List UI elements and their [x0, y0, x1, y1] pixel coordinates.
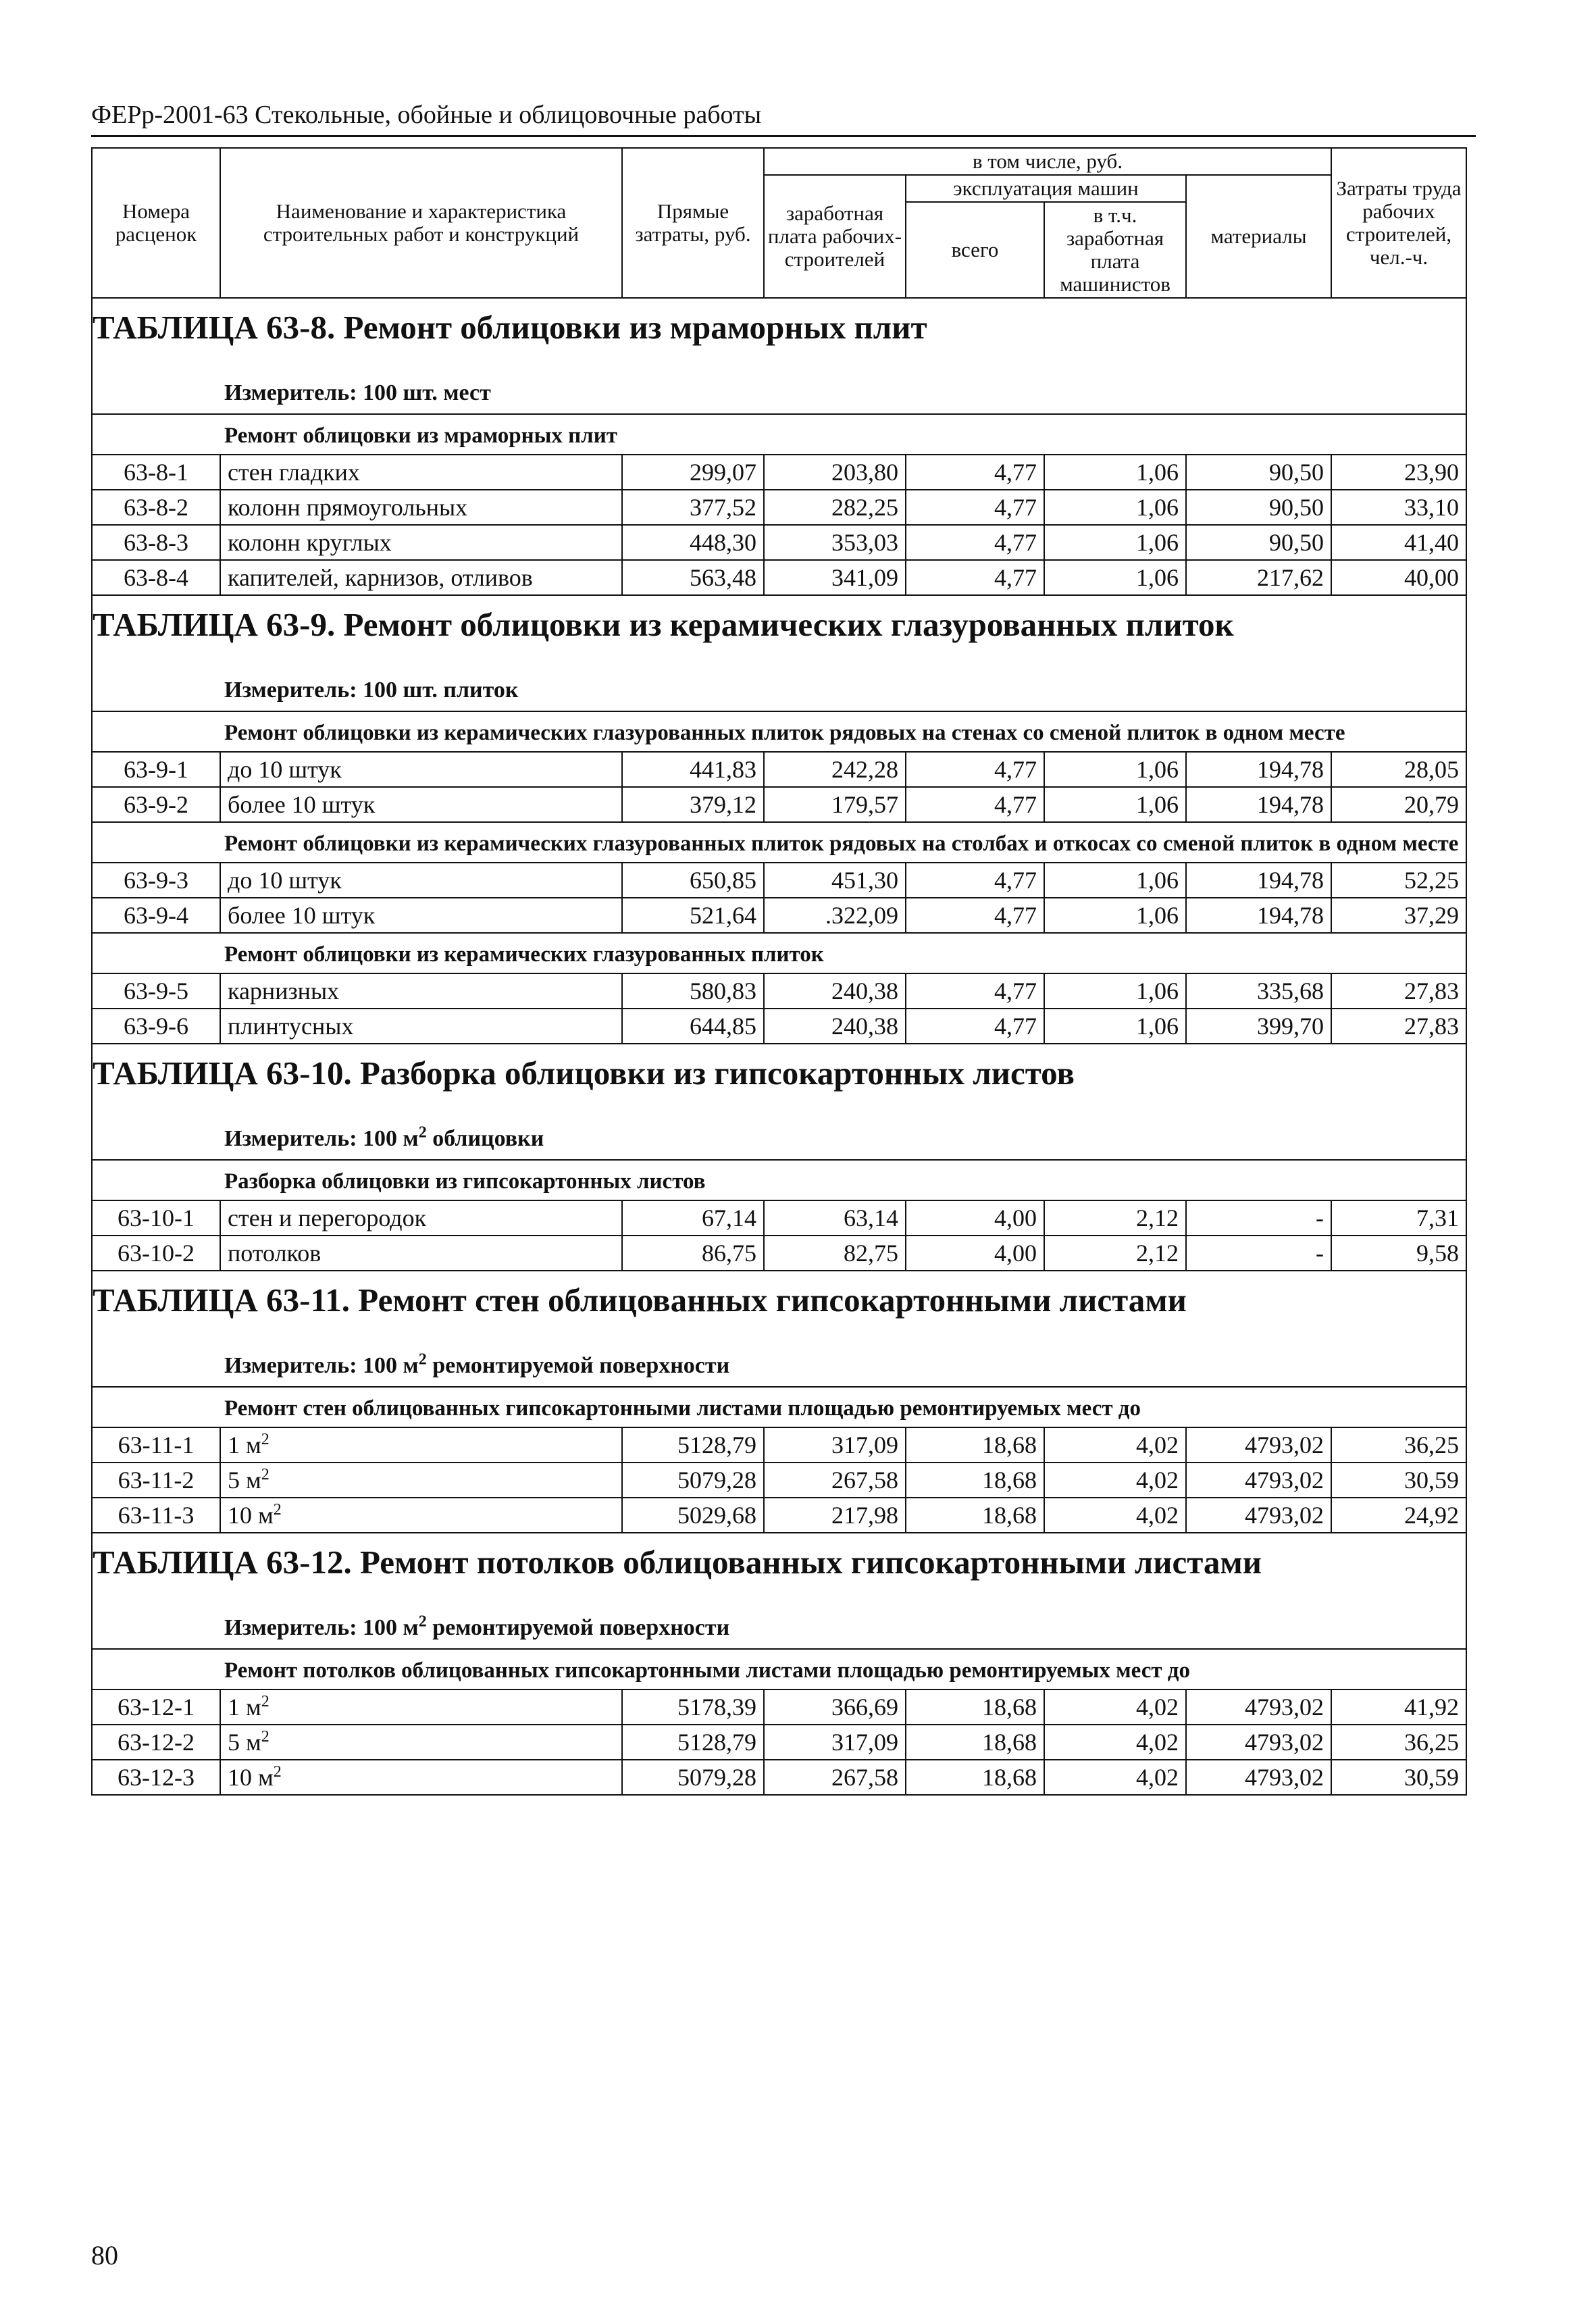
measure-cell [92, 1608, 1466, 1649]
cell-mach: 18,68 [906, 1725, 1044, 1760]
cell-name [220, 1427, 622, 1463]
group-subtitle: Ремонт стен облицованных гипсокартонными листами площадью ремонтируемых мест до [92, 1387, 1466, 1427]
cell-name-text: плинтусных [228, 1013, 354, 1040]
group-subtitle-row [92, 414, 1466, 455]
cell-direct: 521,64 [622, 898, 764, 933]
cell-labor: 7,31 [1331, 1200, 1466, 1236]
cell-materials: 399,70 [1186, 1009, 1331, 1044]
table-row [92, 787, 1466, 822]
cell-mach-wages: 1,06 [1044, 863, 1186, 898]
measure-cell [92, 670, 1466, 711]
col-machines-wages-header: в т.ч. заработная плата машинистов [1044, 202, 1186, 298]
cell-direct: 5178,39 [622, 1689, 764, 1725]
cell-wages: 203,80 [764, 455, 906, 490]
cell-mach-wages: 1,06 [1044, 525, 1186, 560]
cell-materials: 194,78 [1186, 898, 1331, 933]
cell-direct: 563,48 [622, 560, 764, 595]
cell-name [220, 973, 622, 1009]
cell-name-text: колонн прямоугольных [228, 494, 468, 521]
cell-labor: 37,29 [1331, 898, 1466, 933]
col-incl-header: в том числе, руб. [764, 148, 1331, 175]
cell-labor: 30,59 [1331, 1463, 1466, 1498]
cell-mach-wages: 2,12 [1044, 1200, 1186, 1236]
cell-name-text: до 10 штук [228, 756, 342, 783]
cell-materials: 4793,02 [1186, 1427, 1331, 1463]
cell-direct: 86,75 [622, 1236, 764, 1271]
cell-direct: 5079,28 [622, 1463, 764, 1498]
cell-materials: 4793,02 [1186, 1498, 1331, 1533]
cell-direct: 5029,68 [622, 1498, 764, 1533]
cell-name [220, 560, 622, 595]
table-title-row [92, 1044, 1466, 1119]
measure-tail: ремонтируемой поверхности [426, 1615, 730, 1640]
cell-wages: 217,98 [764, 1498, 906, 1533]
measure-tail: ремонтируемой поверхности [426, 1353, 730, 1378]
col-name-header: Наименование и характеристика строительных работ и конструкций [220, 148, 622, 298]
cell-name [220, 525, 622, 560]
cell-name [220, 1200, 622, 1236]
cell-wages: 353,03 [764, 525, 906, 560]
col-direct-header: Прямые затраты, руб. [622, 148, 764, 298]
cell-wages: 317,09 [764, 1427, 906, 1463]
cell-labor: 41,92 [1331, 1689, 1466, 1725]
cell-labor: 52,25 [1331, 863, 1466, 898]
cell-name-sup: 2 [273, 1501, 282, 1519]
cell-code: 63-9-5 [92, 973, 220, 1009]
table-title: ТАБЛИЦА 63-10. Разборка облицовки из гипсокартонных листов [92, 1044, 1466, 1119]
cell-code: 63-8-4 [92, 560, 220, 595]
cell-name-text: более 10 штук [228, 902, 376, 929]
cell-wages: 267,58 [764, 1463, 906, 1498]
table-row [92, 898, 1466, 933]
cell-mach-wages: 4,02 [1044, 1427, 1186, 1463]
cell-direct: 441,83 [622, 752, 764, 787]
cell-materials: 4793,02 [1186, 1760, 1331, 1795]
col-materials-header: материалы [1186, 175, 1331, 298]
cell-name [220, 1236, 622, 1271]
cell-name [220, 490, 622, 525]
cell-name-text: до 10 штук [228, 867, 342, 894]
cell-mach: 4,77 [906, 1009, 1044, 1044]
table-title: ТАБЛИЦА 63-9. Ремонт облицовки из керамических глазурованных плиток [92, 595, 1466, 670]
table-title-row [92, 1271, 1466, 1346]
cell-wages: 179,57 [764, 787, 906, 822]
cell-mach-wages: 1,06 [1044, 787, 1186, 822]
cell-name-text: карнизных [228, 977, 340, 1005]
cell-direct: 650,85 [622, 863, 764, 898]
cell-materials: 90,50 [1186, 490, 1331, 525]
cell-name-text: капителей, карнизов, отливов [228, 564, 533, 591]
table-row [92, 455, 1466, 490]
cell-materials: 194,78 [1186, 787, 1331, 822]
cell-wages: .322,09 [764, 898, 906, 933]
cell-mach: 18,68 [906, 1463, 1044, 1498]
cell-direct: 5128,79 [622, 1427, 764, 1463]
cell-name-text: более 10 штук [228, 791, 376, 818]
cell-materials: 4793,02 [1186, 1689, 1331, 1725]
table-row [92, 973, 1466, 1009]
cell-mach: 18,68 [906, 1689, 1044, 1725]
cell-mach: 4,77 [906, 752, 1044, 787]
cell-mach-wages: 1,06 [1044, 490, 1186, 525]
rates-table [91, 147, 1467, 1796]
cell-name [220, 1689, 622, 1725]
measure-text: Измеритель: 100 м [224, 1126, 419, 1151]
cell-wages: 63,14 [764, 1200, 906, 1236]
measure-text: Измеритель: 100 м [224, 1353, 419, 1378]
table-row [92, 525, 1466, 560]
cell-direct: 67,14 [622, 1200, 764, 1236]
cell-name [220, 787, 622, 822]
group-subtitle-row [92, 822, 1466, 863]
group-subtitle: Ремонт облицовки из керамических глазурованных плиток рядовых на столбах и откосах со сменой плиток в одном месте [92, 822, 1466, 863]
cell-name-sup: 2 [261, 1466, 269, 1483]
cell-mach: 4,77 [906, 490, 1044, 525]
cell-mach: 18,68 [906, 1427, 1044, 1463]
cell-mach-wages: 1,06 [1044, 1009, 1186, 1044]
table-row [92, 1236, 1466, 1271]
cell-code: 63-10-2 [92, 1236, 220, 1271]
cell-labor: 27,83 [1331, 973, 1466, 1009]
group-subtitle-row [92, 1160, 1466, 1200]
cell-name-text: потолков [228, 1240, 321, 1267]
cell-materials: - [1186, 1200, 1331, 1236]
cell-name-text: 1 м [228, 1694, 261, 1721]
table-row [92, 1463, 1466, 1498]
group-subtitle-row [92, 1649, 1466, 1689]
cell-name [220, 1498, 622, 1533]
table-title-row [92, 1533, 1466, 1608]
cell-labor: 24,92 [1331, 1498, 1466, 1533]
cell-direct: 5128,79 [622, 1725, 764, 1760]
cell-materials: 90,50 [1186, 455, 1331, 490]
cell-mach: 4,77 [906, 863, 1044, 898]
header-rule [91, 135, 1476, 137]
group-subtitle: Ремонт облицовки из керамических глазурованных плиток [92, 933, 1466, 973]
cell-name-text: стен гладких [228, 459, 360, 486]
cell-materials: 194,78 [1186, 863, 1331, 898]
measure-row [92, 670, 1466, 711]
cell-materials: - [1186, 1236, 1331, 1271]
cell-mach-wages: 1,06 [1044, 898, 1186, 933]
cell-code: 63-9-2 [92, 787, 220, 822]
cell-mach: 4,77 [906, 525, 1044, 560]
cell-direct: 5079,28 [622, 1760, 764, 1795]
cell-code: 63-8-2 [92, 490, 220, 525]
group-subtitle: Разборка облицовки из гипсокартонных листов [92, 1160, 1466, 1200]
group-subtitle: Ремонт облицовки из керамических глазурованных плиток рядовых на стенах со сменой плиток в одном месте [92, 711, 1466, 752]
cell-labor: 41,40 [1331, 525, 1466, 560]
cell-name [220, 898, 622, 933]
cell-code: 63-10-1 [92, 1200, 220, 1236]
cell-name [220, 455, 622, 490]
table-body [92, 298, 1466, 1795]
cell-labor: 36,25 [1331, 1427, 1466, 1463]
cell-name-text: стен и перегородок [228, 1204, 427, 1231]
cell-wages: 366,69 [764, 1689, 906, 1725]
table-row [92, 1498, 1466, 1533]
cell-name [220, 752, 622, 787]
cell-materials: 90,50 [1186, 525, 1331, 560]
measure-cell [92, 1119, 1466, 1160]
cell-mach: 4,77 [906, 560, 1044, 595]
page-number: 80 [91, 2240, 118, 2270]
cell-mach-wages: 4,02 [1044, 1463, 1186, 1498]
cell-labor: 9,58 [1331, 1236, 1466, 1271]
cell-code: 63-11-1 [92, 1427, 220, 1463]
table-head [92, 148, 1466, 298]
measure-tail: облицовки [426, 1126, 544, 1151]
cell-code: 63-11-3 [92, 1498, 220, 1533]
cell-wages: 317,09 [764, 1725, 906, 1760]
group-subtitle-row [92, 933, 1466, 973]
group-subtitle: Ремонт облицовки из мраморных плит [92, 414, 1466, 455]
table-row [92, 1009, 1466, 1044]
measure-text: Измеритель: 100 шт. плиток [224, 678, 519, 703]
cell-materials: 4793,02 [1186, 1463, 1331, 1498]
group-subtitle: Ремонт потолков облицованных гипсокартонными листами площадью ремонтируемых мест до [92, 1649, 1466, 1689]
cell-name [220, 1760, 622, 1795]
col-code-header: Номера расценок [92, 148, 220, 298]
cell-mach-wages: 1,06 [1044, 752, 1186, 787]
cell-code: 63-9-6 [92, 1009, 220, 1044]
cell-mach: 4,77 [906, 787, 1044, 822]
table-title: ТАБЛИЦА 63-8. Ремонт облицовки из мраморных плит [92, 298, 1466, 373]
cell-name [220, 1463, 622, 1498]
cell-labor: 28,05 [1331, 752, 1466, 787]
cell-name-text: 1 м [228, 1431, 261, 1458]
cell-name-text: 5 м [228, 1467, 261, 1494]
cell-name-text: 10 м [228, 1502, 274, 1529]
cell-code: 63-9-3 [92, 863, 220, 898]
cell-materials: 4793,02 [1186, 1725, 1331, 1760]
page-header: ФЕРр-2001-63 Стекольные, обойные и облицовочные работы [91, 101, 762, 129]
measure-row [92, 373, 1466, 414]
cell-name [220, 1725, 622, 1760]
cell-mach: 4,00 [906, 1236, 1044, 1271]
cell-labor: 23,90 [1331, 455, 1466, 490]
cell-mach-wages: 1,06 [1044, 973, 1186, 1009]
table-row [92, 1200, 1466, 1236]
measure-text: Измеритель: 100 м [224, 1615, 419, 1640]
cell-wages: 451,30 [764, 863, 906, 898]
cell-name-sup: 2 [261, 1431, 269, 1448]
cell-mach: 4,77 [906, 455, 1044, 490]
cell-labor: 27,83 [1331, 1009, 1466, 1044]
cell-code: 63-11-2 [92, 1463, 220, 1498]
measure-sup: 2 [418, 1612, 427, 1631]
cell-code: 63-12-1 [92, 1689, 220, 1725]
cell-mach: 18,68 [906, 1498, 1044, 1533]
cell-mach-wages: 2,12 [1044, 1236, 1186, 1271]
table-title: ТАБЛИЦА 63-11. Ремонт стен облицованных гипсокартонными листами [92, 1271, 1466, 1346]
cell-mach-wages: 4,02 [1044, 1725, 1186, 1760]
cell-mach-wages: 1,06 [1044, 455, 1186, 490]
cell-code: 63-12-3 [92, 1760, 220, 1795]
measure-sup: 2 [418, 1123, 427, 1142]
cell-code: 63-9-1 [92, 752, 220, 787]
col-machines-total-header: всего [906, 202, 1044, 298]
cell-materials: 194,78 [1186, 752, 1331, 787]
measure-row [92, 1346, 1466, 1387]
cell-mach-wages: 4,02 [1044, 1760, 1186, 1795]
col-machines-header: эксплуатация машин [906, 175, 1186, 202]
cell-wages: 240,38 [764, 1009, 906, 1044]
cell-wages: 240,38 [764, 973, 906, 1009]
cell-labor: 20,79 [1331, 787, 1466, 822]
cell-name [220, 863, 622, 898]
measure-cell [92, 1346, 1466, 1387]
cell-mach: 4,00 [906, 1200, 1044, 1236]
col-labor-header: Затраты труда рабочих строителей, чел.-ч. [1331, 148, 1466, 298]
cell-direct: 448,30 [622, 525, 764, 560]
table-row [92, 1427, 1466, 1463]
cell-name-text: 10 м [228, 1764, 274, 1791]
table-row [92, 1689, 1466, 1725]
cell-wages: 341,09 [764, 560, 906, 595]
group-subtitle-row [92, 711, 1466, 752]
cell-materials: 217,62 [1186, 560, 1331, 595]
cell-labor: 36,25 [1331, 1725, 1466, 1760]
cell-name-sup: 2 [273, 1763, 282, 1781]
cell-wages: 82,75 [764, 1236, 906, 1271]
table-row [92, 752, 1466, 787]
cell-name-text: 5 м [228, 1729, 261, 1756]
cell-code: 63-8-1 [92, 455, 220, 490]
measure-cell [92, 373, 1466, 414]
cell-wages: 267,58 [764, 1760, 906, 1795]
cell-mach: 4,77 [906, 973, 1044, 1009]
cell-materials: 335,68 [1186, 973, 1331, 1009]
cell-labor: 40,00 [1331, 560, 1466, 595]
cell-direct: 644,85 [622, 1009, 764, 1044]
cell-mach-wages: 1,06 [1044, 560, 1186, 595]
table-title: ТАБЛИЦА 63-12. Ремонт потолков облицованных гипсокартонными листами [92, 1533, 1466, 1608]
cell-direct: 379,12 [622, 787, 764, 822]
measure-text: Измеритель: 100 шт. мест [224, 380, 491, 405]
table-row [92, 1725, 1466, 1760]
cell-code: 63-8-3 [92, 525, 220, 560]
cell-wages: 242,28 [764, 752, 906, 787]
measure-row [92, 1608, 1466, 1649]
cell-labor: 30,59 [1331, 1760, 1466, 1795]
cell-labor: 33,10 [1331, 490, 1466, 525]
cell-direct: 377,52 [622, 490, 764, 525]
cell-code: 63-12-2 [92, 1725, 220, 1760]
cell-name-sup: 2 [261, 1693, 269, 1710]
group-subtitle-row [92, 1387, 1466, 1427]
cell-name [220, 1009, 622, 1044]
measure-sup: 2 [418, 1350, 427, 1369]
table-row [92, 560, 1466, 595]
cell-mach-wages: 4,02 [1044, 1498, 1186, 1533]
cell-wages: 282,25 [764, 490, 906, 525]
measure-row [92, 1119, 1466, 1160]
cell-direct: 580,83 [622, 973, 764, 1009]
col-wages-header: заработная плата рабочих-строителей [764, 175, 906, 298]
table-row [92, 490, 1466, 525]
cell-direct: 299,07 [622, 455, 764, 490]
cell-name-sup: 2 [261, 1728, 269, 1746]
table-title-row [92, 298, 1466, 373]
table-row [92, 863, 1466, 898]
cell-mach: 4,77 [906, 898, 1044, 933]
cell-name-text: колонн круглых [228, 529, 392, 556]
table-row [92, 1760, 1466, 1795]
cell-mach-wages: 4,02 [1044, 1689, 1186, 1725]
cell-mach: 18,68 [906, 1760, 1044, 1795]
cell-code: 63-9-4 [92, 898, 220, 933]
table-title-row [92, 595, 1466, 670]
